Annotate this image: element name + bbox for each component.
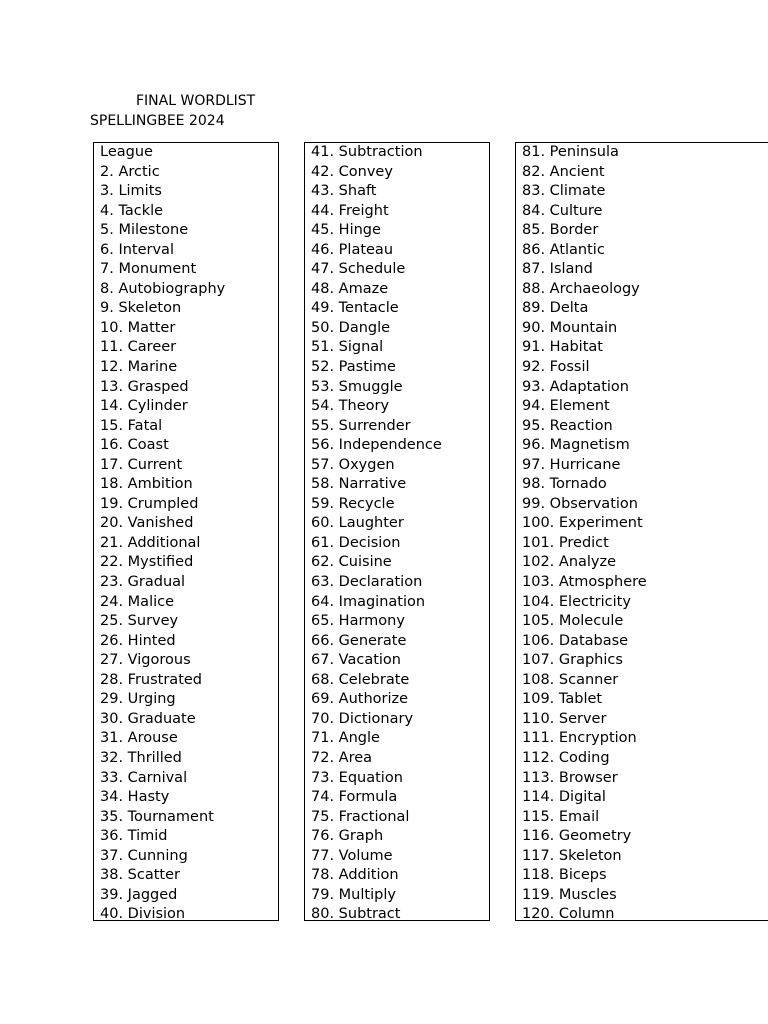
word-list-item: 21. Additional	[100, 534, 201, 551]
word-list-item: 109. Tablet	[522, 691, 603, 708]
word-list-item: 88. Archaeology	[522, 280, 640, 297]
word-list-item: 119. Muscles	[522, 886, 617, 903]
word-list-item: 101. Predict	[522, 534, 609, 551]
word-list-item: 97. Hurricane	[522, 456, 621, 473]
word-list-item: 13. Grasped	[100, 378, 189, 395]
word-list-item: 106. Database	[522, 632, 629, 649]
word-list-item: 60. Laughter	[311, 515, 404, 532]
word-list-item: 114. Digital	[522, 789, 606, 806]
word-list-item: 32. Thrilled	[100, 749, 182, 766]
word-list-item: 25. Survey	[100, 613, 179, 630]
document-title: FINAL WORDLIST	[136, 93, 256, 109]
word-list-item: 75. Fractional	[311, 808, 410, 825]
word-list-item: 18. Ambition	[100, 476, 193, 493]
word-list-item: 38. Scatter	[100, 867, 180, 884]
word-list-item: 87. Island	[522, 261, 593, 278]
word-list-item: 77. Volume	[311, 847, 393, 864]
word-list-item: 82. Ancient	[522, 163, 605, 180]
word-list-item: 83. Climate	[522, 183, 606, 200]
word-column-3	[515, 142, 768, 921]
word-list-item: 71. Angle	[311, 730, 380, 747]
word-list-item: 2. Arctic	[100, 163, 160, 180]
word-list-item: 42. Convey	[311, 163, 393, 180]
word-list-item: 50. Dangle	[311, 319, 391, 336]
word-list-item: 5. Milestone	[100, 222, 189, 239]
word-list-item: 45. Hinge	[311, 222, 381, 239]
word-list-item: 95. Reaction	[522, 417, 613, 434]
word-list-item: 43. Shaft	[311, 183, 377, 200]
word-list-item: 105. Molecule	[522, 613, 624, 630]
word-list-item: League	[100, 144, 153, 160]
word-list-item: 73. Equation	[311, 769, 403, 786]
word-list-item: 56. Independence	[311, 437, 442, 454]
word-list-item: 116. Geometry	[522, 828, 632, 845]
word-list-item: 36. Timid	[100, 828, 168, 845]
word-list-item: 94. Element	[522, 398, 610, 415]
word-list-item: 108. Scanner	[522, 671, 619, 688]
word-list-item: 27. Vigorous	[100, 652, 191, 669]
word-list-item: 19. Crumpled	[100, 495, 199, 512]
word-list-item: 89. Delta	[522, 300, 589, 317]
word-list-1	[100, 143, 278, 925]
word-list-item: 86. Atlantic	[522, 241, 605, 258]
word-list-item: 8. Autobiography	[100, 280, 226, 297]
word-list-item: 81. Peninsula	[522, 144, 619, 160]
word-list-item: 74. Formula	[311, 789, 398, 806]
word-list-item: 76. Graph	[311, 828, 384, 845]
word-list-item: 62. Cuisine	[311, 554, 392, 571]
word-list-item: 48. Amaze	[311, 280, 389, 297]
word-list-item: 85. Border	[522, 222, 599, 239]
word-list-item: 78. Addition	[311, 867, 399, 884]
word-list-item: 58. Narrative	[311, 476, 407, 493]
word-list-item: 63. Declaration	[311, 574, 423, 591]
word-list-item: 104. Electricity	[522, 593, 631, 610]
word-list-item: 103. Atmosphere	[522, 574, 647, 591]
word-list-item: 102. Analyze	[522, 554, 617, 571]
word-list-item: 84. Culture	[522, 202, 603, 219]
word-list-item: 15. Fatal	[100, 417, 163, 434]
word-list-item: 91. Habitat	[522, 339, 603, 356]
word-list-item: 64. Imagination	[311, 593, 426, 610]
word-list-item: 26. Hinted	[100, 632, 176, 649]
word-list-item: 113. Browser	[522, 769, 618, 786]
word-list-item: 100. Experiment	[522, 515, 643, 532]
word-list-item: 120. Column	[522, 906, 615, 923]
word-list-item: 93. Adaptation	[522, 378, 629, 395]
word-list-item: 10. Matter	[100, 319, 176, 336]
word-list-item: 111. Encryption	[522, 730, 637, 747]
word-list-2	[311, 143, 489, 925]
word-list-item: 68. Celebrate	[311, 671, 410, 688]
word-list-item: 72. Area	[311, 749, 373, 766]
word-list-item: 80. Subtract	[311, 906, 401, 923]
word-list-item: 22. Mystified	[100, 554, 194, 571]
word-list-item: 9. Skeleton	[100, 300, 182, 317]
word-list-item: 12. Marine	[100, 359, 178, 376]
word-list-item: 67. Vacation	[311, 652, 401, 669]
word-list-3	[522, 143, 768, 925]
word-list-item: 39. Jagged	[100, 886, 178, 903]
word-list-item: 117. Skeleton	[522, 847, 622, 864]
word-list-item: 69. Authorize	[311, 691, 409, 708]
word-list-item: 35. Tournament	[100, 808, 214, 825]
word-list-item: 34. Hasty	[100, 789, 170, 806]
word-list-item: 115. Email	[522, 808, 600, 825]
word-list-item: 40. Division	[100, 906, 186, 923]
word-list-item: 14. Cylinder	[100, 398, 188, 415]
word-list-item: 29. Urging	[100, 691, 176, 708]
word-list-item: 65. Harmony	[311, 613, 405, 630]
word-list-item: 37. Cunning	[100, 847, 188, 864]
word-list-item: 98. Tornado	[522, 476, 607, 493]
word-list-item: 28. Frustrated	[100, 671, 203, 688]
word-list-item: 33. Carnival	[100, 769, 188, 786]
word-list-item: 4. Tackle	[100, 202, 164, 219]
word-list-item: 118. Biceps	[522, 867, 607, 884]
word-list-item: 11. Career	[100, 339, 177, 356]
word-list-item: 16. Coast	[100, 437, 169, 454]
word-list-item: 112. Coding	[522, 749, 610, 766]
word-list-item: 23. Gradual	[100, 574, 186, 591]
word-list-item: 61. Decision	[311, 534, 401, 551]
word-list-item: 96. Magnetism	[522, 437, 630, 454]
word-list-item: 3. Limits	[100, 183, 162, 200]
word-list-item: 70. Dictionary	[311, 710, 414, 727]
word-list-item: 99. Observation	[522, 495, 638, 512]
word-list-item: 41. Subtraction	[311, 144, 423, 160]
word-list-item: 51. Signal	[311, 339, 384, 356]
word-column-2	[304, 142, 490, 921]
word-list-item: 90. Mountain	[522, 319, 618, 336]
document-subtitle: SPELLINGBEE 2024	[90, 113, 225, 129]
word-list-item: 49. Tentacle	[311, 300, 399, 317]
word-list-item: 57. Oxygen	[311, 456, 395, 473]
word-list-item: 6. Interval	[100, 241, 174, 258]
word-list-item: 107. Graphics	[522, 652, 623, 669]
word-list-item: 17. Current	[100, 456, 183, 473]
word-list-item: 46. Plateau	[311, 241, 394, 258]
word-list-item: 79. Multiply	[311, 886, 396, 903]
word-list-item: 55. Surrender	[311, 417, 411, 434]
word-list-item: 54. Theory	[311, 398, 390, 415]
word-list-item: 30. Graduate	[100, 710, 196, 727]
word-list-item: 66. Generate	[311, 632, 407, 649]
word-list-item: 44. Freight	[311, 202, 389, 219]
word-list-item: 110. Server	[522, 710, 607, 727]
word-list-item: 24. Malice	[100, 593, 175, 610]
word-list-item: 20. Vanished	[100, 515, 194, 532]
word-list-item: 53. Smuggle	[311, 378, 403, 395]
word-list-item: 7. Monument	[100, 261, 197, 278]
word-column-1	[93, 142, 279, 921]
word-list-item: 31. Arouse	[100, 730, 178, 747]
word-list-item: 52. Pastime	[311, 359, 396, 376]
word-list-item: 92. Fossil	[522, 359, 590, 376]
word-list-item: 59. Recycle	[311, 495, 395, 512]
word-list-item: 47. Schedule	[311, 261, 406, 278]
